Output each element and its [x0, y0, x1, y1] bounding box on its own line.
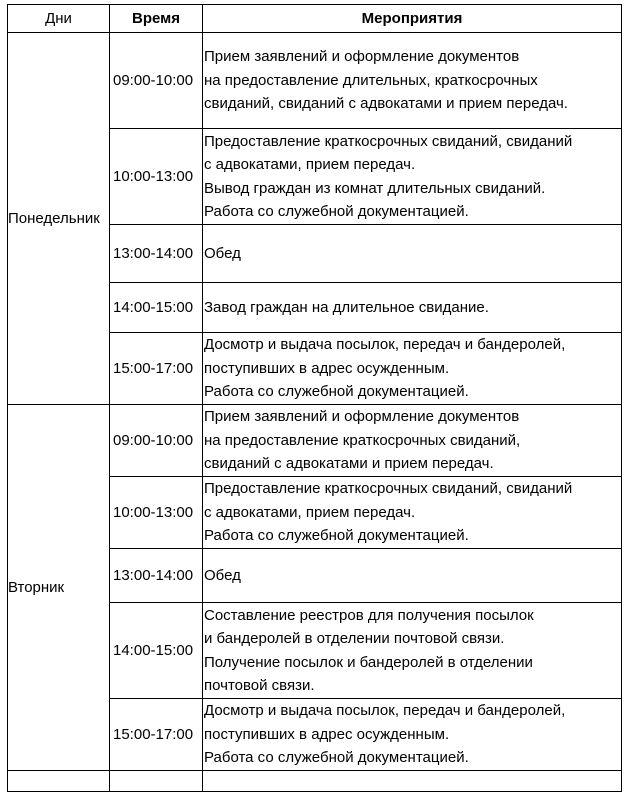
event-line: на предоставление длительных, краткосрочных	[204, 71, 538, 89]
event-line: Завод граждан на длительное свидание.	[204, 298, 489, 316]
slot-time: 15:00-17:00	[110, 333, 203, 405]
schedule-table	[7, 4, 622, 792]
event-line: с адвокатами, прием передач.	[204, 156, 416, 173]
header-row	[8, 5, 622, 33]
header-days: Дни	[8, 5, 110, 33]
event-line: Работа со служебной документацией.	[204, 749, 469, 767]
event-line: Прием заявлений и оформление документов	[204, 48, 520, 66]
slot-time: 13:00-14:00	[110, 225, 203, 283]
slot-events	[203, 603, 622, 699]
event-line: свиданий, свиданий с адвокатами и прием передач.	[204, 95, 568, 113]
event-line: поступивших в адрес осужденным.	[204, 359, 450, 377]
header-events: Мероприятия	[203, 5, 622, 33]
slot-events	[203, 129, 622, 225]
event-line: Досмотр и выдача посылок, передач и бандеролей,	[204, 702, 566, 720]
slot-time: 10:00-13:00	[110, 129, 203, 225]
slot-time: 14:00-15:00	[110, 283, 203, 333]
slot-events	[203, 549, 622, 603]
slot-events	[203, 405, 622, 477]
event-line: с адвокатами, прием передач.	[204, 503, 416, 521]
event-line: свиданий с адвокатами и прием передач.	[204, 455, 494, 473]
event-line: почтовой связи.	[204, 677, 315, 694]
slot-events	[203, 225, 622, 283]
empty-cell	[203, 771, 622, 792]
slot-time: 14:00-15:00	[110, 603, 203, 699]
day-name: Понедельник	[8, 33, 110, 405]
slot-time: 15:00-17:00	[110, 699, 203, 771]
empty-cell	[8, 771, 110, 792]
event-line: Получение посылок и бандеролей в отделении	[204, 653, 533, 671]
event-line: Работа со служебной документацией.	[204, 383, 469, 401]
slot-time: 09:00-10:00	[110, 405, 203, 477]
event-line: Работа со служебной документацией.	[204, 527, 469, 545]
schedule-body	[8, 33, 622, 792]
header-time: Время	[110, 5, 203, 33]
table-row	[8, 33, 622, 129]
day-name: Вторник	[8, 405, 110, 771]
slot-time: 13:00-14:00	[110, 549, 203, 603]
event-line: Предоставление краткосрочных свиданий, свиданий	[204, 480, 573, 498]
event-line: Обед	[204, 244, 241, 262]
slot-time: 10:00-13:00	[110, 477, 203, 549]
event-line: и бандеролей в отделении почтовой связи.	[204, 630, 505, 647]
slot-events	[203, 477, 622, 549]
table-row-continuation	[8, 771, 622, 792]
slot-events	[203, 283, 622, 333]
slot-events	[203, 333, 622, 405]
event-line: Прием заявлений и оформление документов	[204, 408, 520, 426]
event-line: на предоставление краткосрочных свиданий,	[204, 431, 521, 449]
table-row	[8, 405, 622, 477]
event-line: Работа со служебной документацией.	[204, 203, 469, 220]
event-line: Вывод граждан из комнат длительных свиданий.	[204, 179, 546, 197]
slot-events	[203, 33, 622, 129]
event-line: Обед	[204, 566, 241, 584]
event-line: Предоставление краткосрочных свиданий, свиданий	[204, 132, 573, 150]
event-line: Составление реестров для получения посылок	[204, 606, 534, 624]
event-line: поступивших в адрес осужденным.	[204, 725, 450, 743]
empty-cell	[110, 771, 203, 792]
slot-events	[203, 699, 622, 771]
slot-time: 09:00-10:00	[110, 33, 203, 129]
event-line: Досмотр и выдача посылок, передач и бандеролей,	[204, 336, 566, 354]
